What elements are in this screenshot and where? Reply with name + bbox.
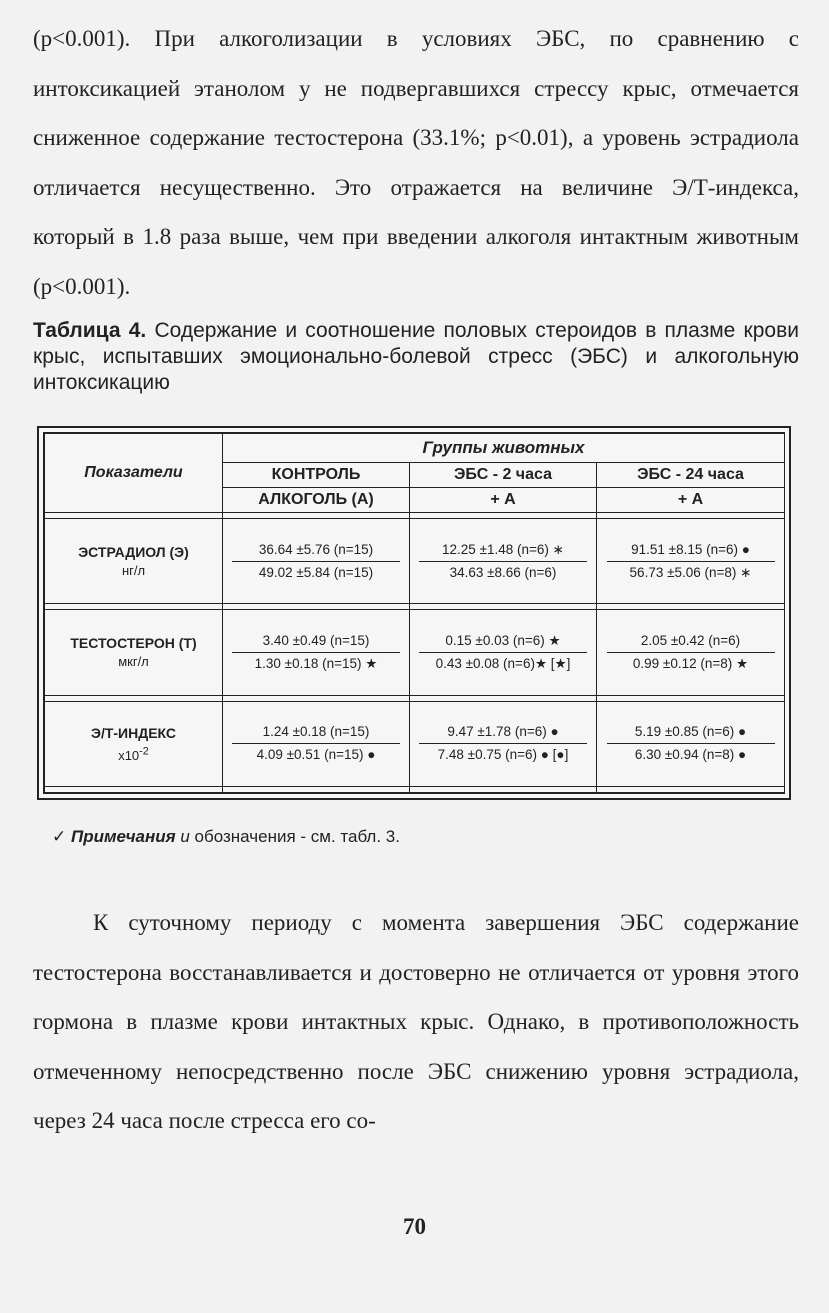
col-header-bottom: АЛКОГОЛЬ (А) bbox=[223, 488, 410, 513]
col-header-bottom: + А bbox=[410, 488, 597, 513]
note-lead: Примечания bbox=[70, 827, 176, 846]
col-header-bottom: + А bbox=[597, 488, 785, 513]
col-header-top: ЭБС - 2 часа bbox=[410, 463, 597, 488]
value-with-alcohol: 56.73 ±5.06 (n=8) ∗ bbox=[629, 564, 752, 580]
col-header-top: ЭБС - 24 часа bbox=[597, 463, 785, 488]
table-caption-text: Содержание и соотношение половых стероидов в плазме крови крыс, испытавших эмоционально-болевой стресс (ЭБС) и алкогольную интоксикацию bbox=[33, 319, 799, 394]
table-row bbox=[45, 701, 785, 786]
table-note bbox=[52, 827, 400, 847]
value-alcohol-free: 3.40 ±0.49 (n=15) bbox=[232, 630, 400, 653]
value-alcohol-free: 12.25 ±1.48 (n=6) ∗ bbox=[419, 539, 587, 562]
table-caption bbox=[33, 318, 799, 396]
value-alcohol-free: 1.24 ±0.18 (n=15) bbox=[232, 721, 400, 744]
check-mark-icon: ✓ bbox=[52, 827, 67, 846]
groups-header: Группы животных bbox=[223, 434, 785, 463]
table-frame bbox=[37, 426, 791, 800]
row-name: ТЕСТОСТЕРОН (Т) bbox=[70, 635, 197, 652]
row-unit: х10 bbox=[118, 747, 140, 763]
value-alcohol-free: 2.05 ±0.42 (n=6) bbox=[607, 630, 775, 653]
table-row bbox=[45, 519, 785, 604]
table-row bbox=[45, 610, 785, 695]
table-caption-label: Таблица 4. bbox=[33, 319, 147, 342]
param-header: Показатели bbox=[45, 434, 223, 513]
row-unit: мкг/л bbox=[118, 654, 149, 670]
value-with-alcohol: 49.02 ±5.84 (n=15) bbox=[258, 564, 374, 580]
page-number: 70 bbox=[403, 1214, 426, 1239]
value-with-alcohol: 4.09 ±0.51 (n=15) ● bbox=[256, 747, 376, 763]
paragraph-2: К суточному периоду с момента завершения ЭБС содержание тестостерона восстанавливается и достоверно не отличается от уровня этого гормона в плазме крови интактных крыс. Однако, в противоположность отмеченному непосредственно после ЭБС снижению уровня эстрадиола, через 24 часа после стресса его со- bbox=[33, 910, 799, 1133]
col-header-top: КОНТРОЛЬ bbox=[223, 463, 410, 488]
value-with-alcohol: 0.43 ±0.08 (n=6)★ [★] bbox=[435, 655, 571, 671]
value-with-alcohol: 7.48 ±0.75 (n=6) ● [●] bbox=[437, 747, 569, 763]
value-alcohol-free: 91.51 ±8.15 (n=6) ● bbox=[607, 539, 775, 562]
note-conj: и bbox=[175, 827, 190, 846]
value-alcohol-free: 5.19 ±0.85 (n=6) ● bbox=[607, 721, 775, 744]
row-name: ЭСТРАДИОЛ (Э) bbox=[78, 544, 189, 561]
note-rest: обозначения - см. табл. 3. bbox=[189, 827, 400, 846]
hormone-table bbox=[44, 433, 785, 793]
value-with-alcohol: 1.30 ±0.18 (n=15) ★ bbox=[254, 655, 378, 671]
value-alcohol-free: 36.64 ±5.76 (n=15) bbox=[232, 539, 400, 562]
value-alcohol-free: 0.15 ±0.03 (n=6) ★ bbox=[419, 630, 587, 653]
value-with-alcohol: 0.99 ±0.12 (n=8) ★ bbox=[632, 655, 749, 671]
paragraph-1: (p<0.001). При алкоголизации в условиях ЭБС, по сравнению с интоксикацией этанолом у не подвергавшихся стрессу крыс, отмечается сниженное содержание тестостерона (33.1%; p<0.01), а уровень эстрадиола отличается несущественно. Это отражается на величине Э/Т-индекса, который в 1.8 раза выше, чем при введении алкоголя интактным животным (p<0.001). bbox=[33, 26, 799, 299]
row-unit-exponent: -2 bbox=[139, 745, 149, 758]
value-with-alcohol: 34.63 ±8.66 (n=6) bbox=[449, 564, 557, 580]
value-with-alcohol: 6.30 ±0.94 (n=8) ● bbox=[634, 747, 747, 763]
row-name: Э/Т-ИНДЕКС bbox=[90, 724, 177, 741]
row-unit: нг/л bbox=[121, 563, 146, 579]
value-alcohol-free: 9.47 ±1.78 (n=6) ● bbox=[419, 721, 587, 744]
